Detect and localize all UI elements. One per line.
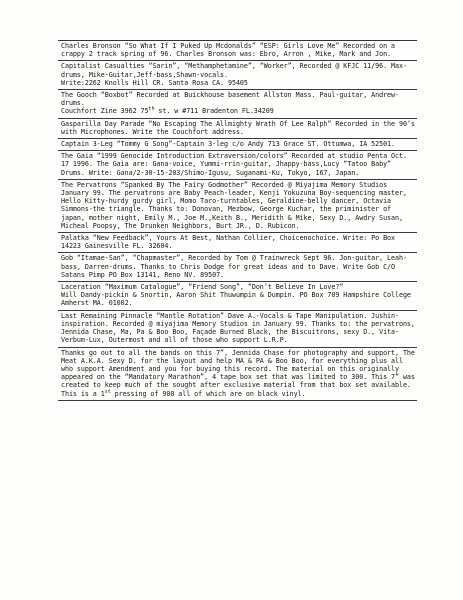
entry-text: Charles Bronson “So What If I Puked Up Mcdonalds” “ESP: Girls Love Me” Recorded on a crappy 2 track spring of 96. Charles Bronson was: Ebro, Arron , Mike, Mark and Jon. xyxy=(61,42,399,59)
entry-text: Palatka “New Feedback”, Yours At Best, Nathan Collier, Choicenochoice. Write: Po Box 14223 Gainesville FL. 32604. xyxy=(61,234,399,251)
entry-the-gaia xyxy=(58,151,417,180)
entry-text: Thanks go out to all the bands on this 7”, Jennida Chase for photography and support, The Meat A.K.A. Sexy D. for the layout and help MA & PA & Boo Boo, for everything plus all who support Amendment and you for buying this record. The material on this originally appeared on the “Mandatory Marathon”, 4 tape box set that was limited to 300. This 7” was created to keep much of the sought after exclusive material from that box set available. This is a 1st pressing of 900 all of which are on black vinyl. xyxy=(61,348,419,398)
entry-text: Gasparilla Day Parade “No Escaping The Allmighty Wrath Of Lee Ralph” Recorded in the 90’s with Microphones. Write the Couchfort address. xyxy=(61,119,419,136)
entry-text: Captain 3-Leg “Tommy G Song”-Captain 3-leg c/o Andy 713 Grace ST. Ottumwa, IA 52501. xyxy=(61,140,396,149)
entry-laceration xyxy=(58,282,417,311)
entry-captain-3-leg xyxy=(58,139,417,151)
entry-address: Couchfort Zine 3962 75th st. w #711 Bradenton FL.34209 xyxy=(61,106,274,116)
entry-address: Write:2262 Knolls Hill CR. Santa Rosa CA. 95405 xyxy=(61,78,248,87)
entry-charles-bronson xyxy=(58,41,417,61)
entry-palatka xyxy=(58,233,417,253)
ordinal-suffix: th xyxy=(148,106,155,113)
entry-text: Gob “Itamae-San”, “Chapmaster”, Recorded by Tom @ Trainwreck Sept 96. Jon-guitar, Leah-bass, Darren-drums. Thanks to Chris Dodge for great ideas and to Dave. Write Gob C/O Satans Pimp PO Box 13141, Reno NV. 89507. xyxy=(61,254,407,279)
ordinal-suffix: st xyxy=(104,388,111,395)
liner-notes-sheet xyxy=(58,40,417,401)
entry-text: Capitalist Casualties “Sarin”, “Methamphetamine”, “Worker”, Recorded @ KFJC 11/96. Max-drums, Mike-Guitar,Jeff-bass,Shawn-vocals. xyxy=(61,62,407,79)
entry-text: The Gaia “1999 Genocide Introduction Extraversion/colors” Recorded at studio Penta Oct. 17 1996. The Gaia are: Gana-voice, Yummi-rrin-guitar, Jhappy-bass,Lucy “Tatoo Baby” Drums. Write: Gana/2-30-15-203/Shimo-Igusu, Suganami-Ku, Tokyo, 167, Japan. xyxy=(61,152,411,177)
entry-text: The Pervatrons “Spanked By The Fairy Godmother” Recorded @ Miyajima Memory Studios January 99. The pervatrons are Baby Peach-leader, Kenji Yokuzuna Boy-sequencing master, Hello Kitty-hurdy gurdy girl, Momo Taro-turntables, Geraldine-belly dancer, Octavia Simmons-the triangle. Thanks to: Donovan, Mezbow, George Kuchar, the priminister of japan, mother night, Emily M., Joe M.,Keith B., Meridith & Mike, Sexy D., Awdry Susan, Micheal Poopsy, The Drunken Neighbors, Burt JR., D. Rubicon. xyxy=(61,180,411,230)
entry-thanks xyxy=(58,348,417,401)
entry-gasparilla-day-parade xyxy=(58,119,417,139)
entry-text: Last Remaining Pinnacle “Mantle Rotation” Dave A.-Vocals & Tape Manipulation. Jushin-inspiration. Recorded @ miyajima Memory Studios in January 99. Thanks to: the pervatrons, Jennida Chase, Ma, Pa & Boo Boo, Façade Burned Black, the Biscuitrons, sexy D., Vita-Verbum-Lux, Outermost and all of those who support L.R.P. xyxy=(61,311,419,345)
entry-last-remaining-pinnacle xyxy=(58,311,417,348)
entry-text: The Gooch “Boxbot” Recorded at Buickhouse basement Allston Mass. Paul-guitar, Andrew-drums. xyxy=(61,91,399,108)
entry-capitalist-casualties xyxy=(58,61,417,90)
entry-gob xyxy=(58,253,417,282)
entry-text: Laceration “Maximum Catalogue”, “Friend Song”, “Don’t Believe In Love?” xyxy=(61,283,344,292)
entry-address: Will Dandy-pickin & Snortin, Aaron Shit Thuwumpin & Dumpin. PO Box 709 Hampshire College Amherst MA. 01002. xyxy=(61,291,415,308)
entry-the-gooch xyxy=(58,90,417,119)
entry-the-pervatrons xyxy=(58,180,417,233)
